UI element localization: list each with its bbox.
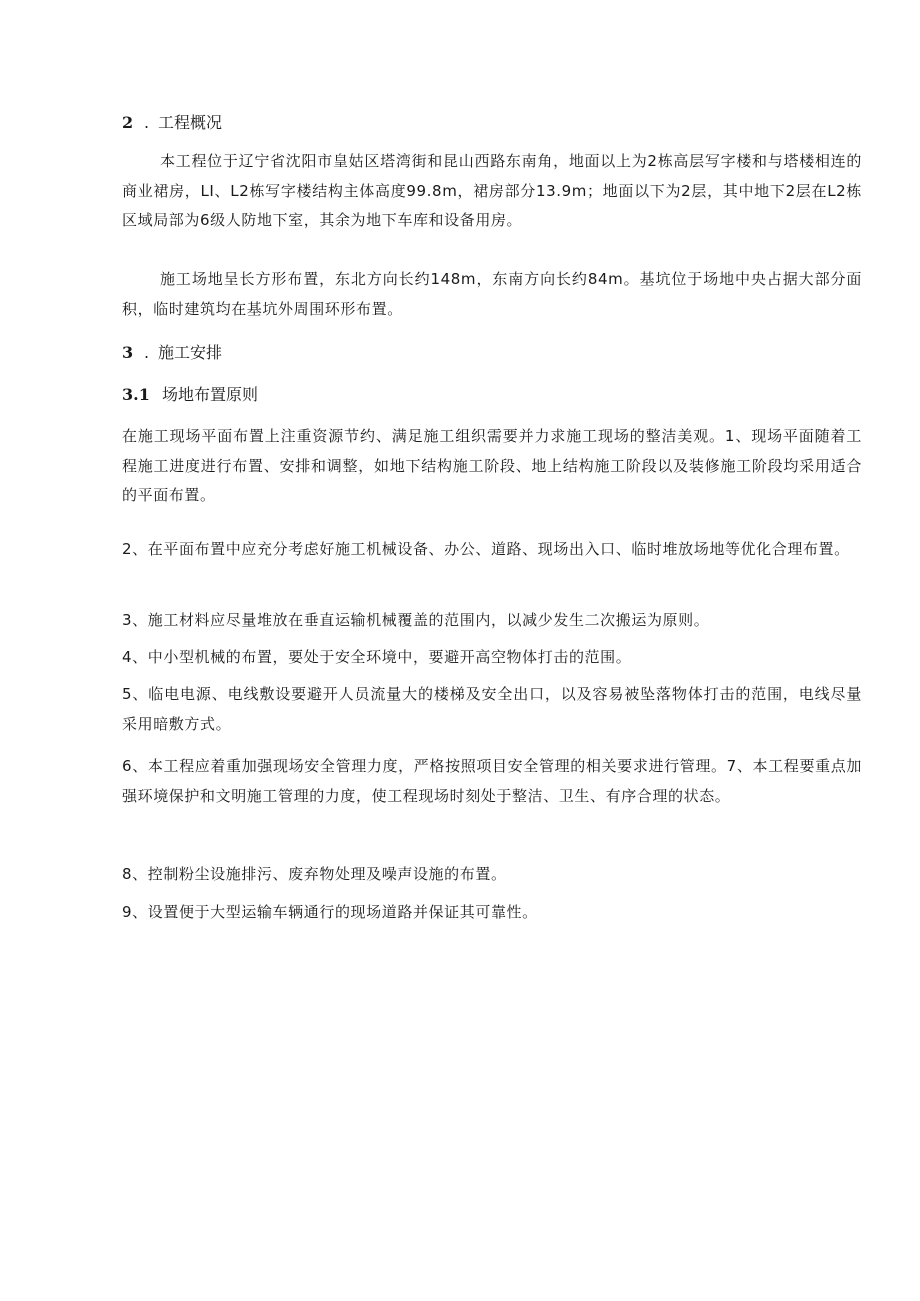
subsection-heading-3-1 (122, 384, 258, 406)
section-separator: . (144, 113, 150, 132)
section-title: 施工安排 (158, 343, 223, 362)
section-title: 工程概况 (158, 113, 223, 132)
subsection-number: 3.1 (122, 385, 150, 404)
section-separator: . (144, 343, 150, 362)
section-number: 3 (122, 343, 134, 362)
paragraph-project-overview: 本工程位于辽宁省沈阳市皇姑区塔湾街和昆山西路东南角，地面以上为2栋高层写字楼和与塔楼相连的商业裙房，LI、L2栋写字楼结构主体高度99.8m，裙房部分13.9m；地面以下为2层，其中地下2层在L2栋区域局部为6级人防地下室，其余为地下车库和设备用房。 (122, 152, 862, 229)
paragraph-principle-4: 4、中小型机械的布置，要处于安全环境中，要避开高空物体打击的范围。 (122, 648, 632, 666)
paragraph-principle-intro: 在施工现场平面布置上注重资源节约、满足施工组织需要并力求施工现场的整洁美观。1、现场平面随着工程施工进度进行布置、安排和调整，如地下结构施工阶段、地上结构施工阶段以及装修施工阶段均采用适合的平面布置。 (122, 427, 862, 504)
section-heading-2 (122, 112, 222, 134)
paragraph-principle-3: 3、施工材料应尽量堆放在垂直运输机械覆盖的范围内，以减少发生二次搬运为原则。 (122, 611, 710, 629)
paragraph-principle-9: 9、设置便于大型运输车辆通行的现场道路并保证其可靠性。 (122, 903, 538, 921)
paragraph-principle-6-7: 6、本工程应着重加强现场安全管理力度，严格按照项目安全管理的相关要求进行管理。7、本工程要重点加强环境保护和文明施工管理的力度，使工程现场时刻处于整洁、卫生、有序合理的状态。 (122, 757, 862, 805)
paragraph-principle-2: 2、在平面布置中应充分考虑好施工机械设备、办公、道路、现场出入口、临时堆放场地等优化合理布置。 (122, 540, 850, 558)
paragraph-principle-5: 5、临电电源、电线敷设要避开人员流量大的楼梯及安全出口，以及容易被坠落物体打击的范围，电线尽量采用暗敷方式。 (122, 685, 862, 733)
section-number: 2 (122, 113, 134, 132)
paragraph-principle-8: 8、控制粉尘设施排污、废弃物处理及噪声设施的布置。 (122, 865, 507, 883)
section-heading-3 (122, 342, 222, 364)
paragraph-site-layout: 施工场地呈长方形布置，东北方向长约148m，东南方向长约84m。基坑位于场地中央占据大部分面积，临时建筑均在基坑外周围环形布置。 (122, 270, 862, 318)
subsection-title: 场地布置原则 (162, 385, 259, 404)
